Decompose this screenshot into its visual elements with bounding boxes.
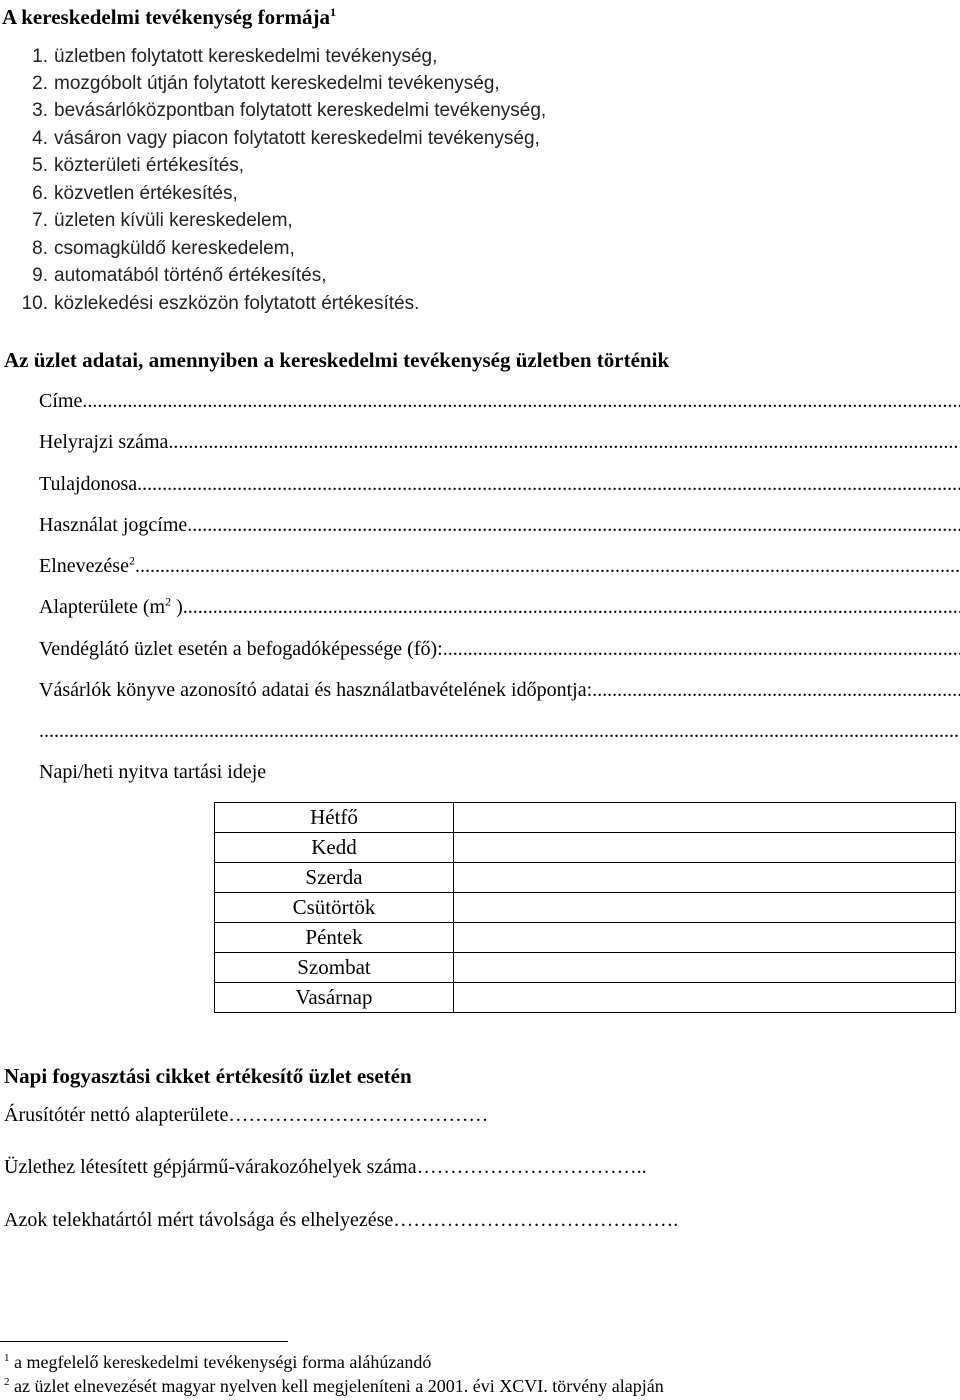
hours-cell[interactable] xyxy=(454,833,956,863)
list-item: 6. közvetlen értékesítés, xyxy=(32,183,238,204)
field-shop-name[interactable]: Elnevezése$^2$ ..... xyxy=(39,555,960,578)
hours-cell[interactable] xyxy=(454,863,956,893)
section-title-form: A kereskedelmi tevékenység formája$^1$ xyxy=(2,5,336,29)
field-capacity[interactable]: Vendéglátó üzlet esetén a befogadóképessége (fő): ..... xyxy=(39,638,960,661)
footnote-ref-2: 2 xyxy=(128,555,135,568)
table-row xyxy=(215,863,956,893)
hours-cell[interactable] xyxy=(454,923,956,953)
field-usage-title[interactable]: Használat jogcíme ..... xyxy=(39,514,960,537)
list-item: 7. üzleten kívüli kereskedelem, xyxy=(32,210,293,231)
day-tuesday: Kedd xyxy=(215,833,454,863)
opening-hours-table xyxy=(214,802,956,1013)
table-row xyxy=(215,953,956,983)
field-address[interactable]: Címe ..... xyxy=(39,390,960,413)
list-item: 5. közterületi értékesítés, xyxy=(32,155,245,176)
list-item: 1. üzletben folytatott kereskedelmi tevékenység, xyxy=(32,46,438,67)
day-wednesday: Szerda xyxy=(215,863,454,893)
list-item: 3. bevásárlóközpontban folytatott kereskedelmi tevékenység, xyxy=(32,100,547,121)
footnote-divider xyxy=(0,1341,288,1342)
list-item: 4. vásáron vagy piacon folytatott kereskedelmi tevékenység, xyxy=(32,128,540,149)
table-row xyxy=(215,893,956,923)
day-friday: Péntek xyxy=(215,923,454,953)
field-customer-book[interactable]: Vásárlók könyve azonosító adatai és használatbavételének időpontja: ..... xyxy=(39,679,960,702)
opening-hours-label: Napi/heti nyitva tartási ideje xyxy=(39,761,267,783)
day-saturday: Szombat xyxy=(215,953,454,983)
field-owner[interactable]: Tulajdonosa ..... xyxy=(39,473,960,496)
footnote-1: $^1$ a megfelelő kereskedelmi tevékenységi forma aláhúzandó xyxy=(4,1352,432,1372)
table-row xyxy=(215,833,956,863)
day-monday: Hétfő xyxy=(215,803,454,833)
hours-cell[interactable] xyxy=(454,983,956,1013)
footnote-ref-1: 1 xyxy=(329,5,336,19)
table-row xyxy=(215,803,956,833)
field-customer-book-continued[interactable] xyxy=(39,720,960,743)
day-sunday: Vasárnap xyxy=(215,983,454,1013)
footnote-2: $^2$ az üzlet elnevezését magyar nyelven kell megjeleníteni a 2001. évi XCVI. törvény alapján xyxy=(4,1376,664,1396)
day-thursday: Csütörtök xyxy=(215,893,454,923)
hours-cell[interactable] xyxy=(454,953,956,983)
field-parking-distance[interactable]: Azok telekhatártól mért távolsága és elhelyezése……………………………………. xyxy=(4,1209,679,1231)
list-item: 9. automatából történő értékesítés, xyxy=(32,265,327,286)
section-title-daily-goods: Napi fogyasztási cikket értékesítő üzlet esetén xyxy=(4,1064,412,1088)
hours-cell[interactable] xyxy=(454,893,956,923)
list-item: 8. csomagküldő kereskedelem, xyxy=(32,238,295,259)
field-parking-spaces[interactable]: Üzlethez létesített gépjármű-várakozóhelyek száma…………………………….. xyxy=(4,1156,647,1178)
hours-cell[interactable] xyxy=(454,803,956,833)
field-sales-area[interactable]: Árusítótér nettó alapterülete………………………………… xyxy=(4,1104,489,1126)
table-row xyxy=(215,923,956,953)
table-row xyxy=(215,983,956,1013)
field-lot-number[interactable]: Helyrajzi száma ..... xyxy=(39,431,960,454)
list-item: 10. közlekedési eszközön folytatott értékesítés. xyxy=(21,293,420,314)
section-title-shop-data: Az üzlet adatai, amennyiben a kereskedelmi tevékenység üzletben történik xyxy=(4,348,670,372)
field-floor-area[interactable]: Alapterülete ($m^2$ ) ..... xyxy=(39,596,960,619)
list-item: 2. mozgóbolt útján folytatott kereskedelmi tevékenység, xyxy=(32,73,500,94)
